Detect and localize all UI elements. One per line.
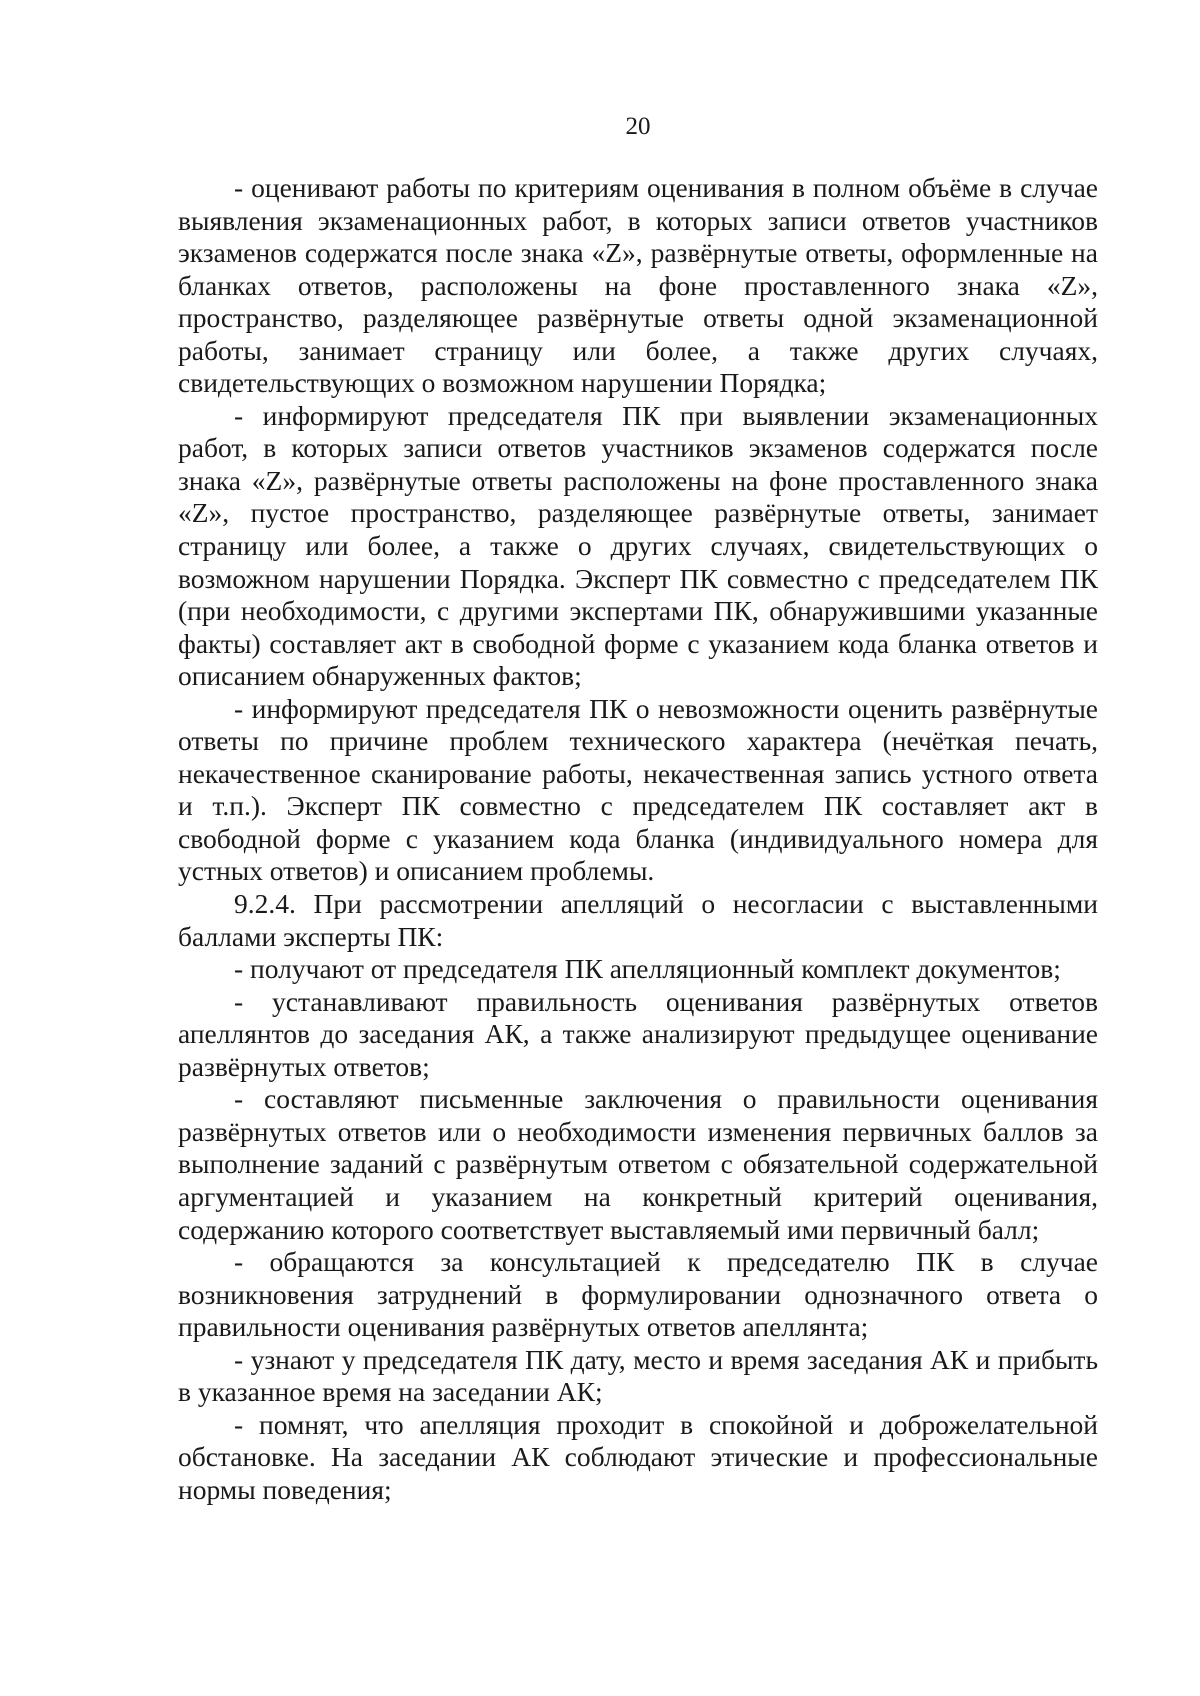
paragraph-ethics: - помнят, что апелляция проходит в спокойной и доброжелательной обстановке. На заседании АК соблюдают этические и профессиональные нормы поведения; xyxy=(178,1408,1098,1505)
paragraph-evaluate-works: - оценивают работы по критериям оценивания в полном объёме в случае выявления экзаменационных работ, в которых записи ответов участников экзаменов содержатся после знака «Z», развёрнутые ответы, оформленные на бланках ответов, расположены на фоне проставленного знака «Z», пространство, разделяющее развёрнутые ответы одной экзаменационной работы, занимает страницу или более, а также других случаях, свидетельствующих о возможном нарушении Порядка; xyxy=(178,172,1098,399)
paragraph-written-conclusions: - составляют письменные заключения о правильности оценивания развёрнутых ответов или о необходимости изменения первичных баллов за выполнение заданий с развёрнутым ответом с обязательной содержательной аргументацией и указанием на конкретный критерий оценивания, содержанию которого соответствует выставляемый ими первичный балл; xyxy=(178,1083,1098,1245)
paragraph-learn-meeting-date: - узнают у председателя ПК дату, место и время заседания АК и прибыть в указанное время на заседании АК; xyxy=(178,1343,1098,1408)
paragraph-establish-correctness: - устанавливают правильность оценивания развёрнутых ответов апеллянтов до заседания АК, а также анализируют предыдущее оценивание развёрнутых ответов; xyxy=(178,985,1098,1082)
page-number: 20 xyxy=(625,113,651,140)
paragraph-inform-chairman-technical: - информируют председателя ПК о невозможности оценить развёрнутые ответы по причине проблем технического характера (нечёткая печать, некачественное сканирование работы, некачественная запись устного ответа и т.п.). Эксперт ПК совместно с председателем ПК составляет акт в свободной форме с указанием кода бланка (индивидуального номера для устных ответов) и описанием проблемы. xyxy=(178,692,1098,887)
paragraph-receive-kit: - получают от председателя ПК апелляционный комплект документов; xyxy=(234,953,1061,985)
paragraph-inform-chairman-violations: - информируют председателя ПК при выявлении экзаменационных работ, в которых записи ответов участников экзаменов содержатся после знака «Z», развёрнутые ответы расположены на фоне проставленного знака «Z», пустое пространство, разделяющее развёрнутые ответы, занимает страницу или более, а также о других случаях, свидетельствующих о возможном нарушении Порядка. Эксперт ПК совместно с председателем ПК (при необходимости, с другими экспертами ПК, обнаружившими указанные факты) составляет акт в свободной форме с указанием кода бланка ответов и описанием обнаруженных фактов; xyxy=(178,399,1098,692)
paragraph-consult-chairman: - обращаются за консультацией к председателю ПК в случае возникновения затруднений в формулировании однозначного ответа о правильности оценивания развёрнутых ответов апеллянта; xyxy=(178,1246,1098,1343)
section-9-2-4-heading: 9.2.4. При рассмотрении апелляций о несогласии с выставленными баллами эксперты ПК: xyxy=(178,888,1098,952)
document-body xyxy=(178,172,1098,1506)
